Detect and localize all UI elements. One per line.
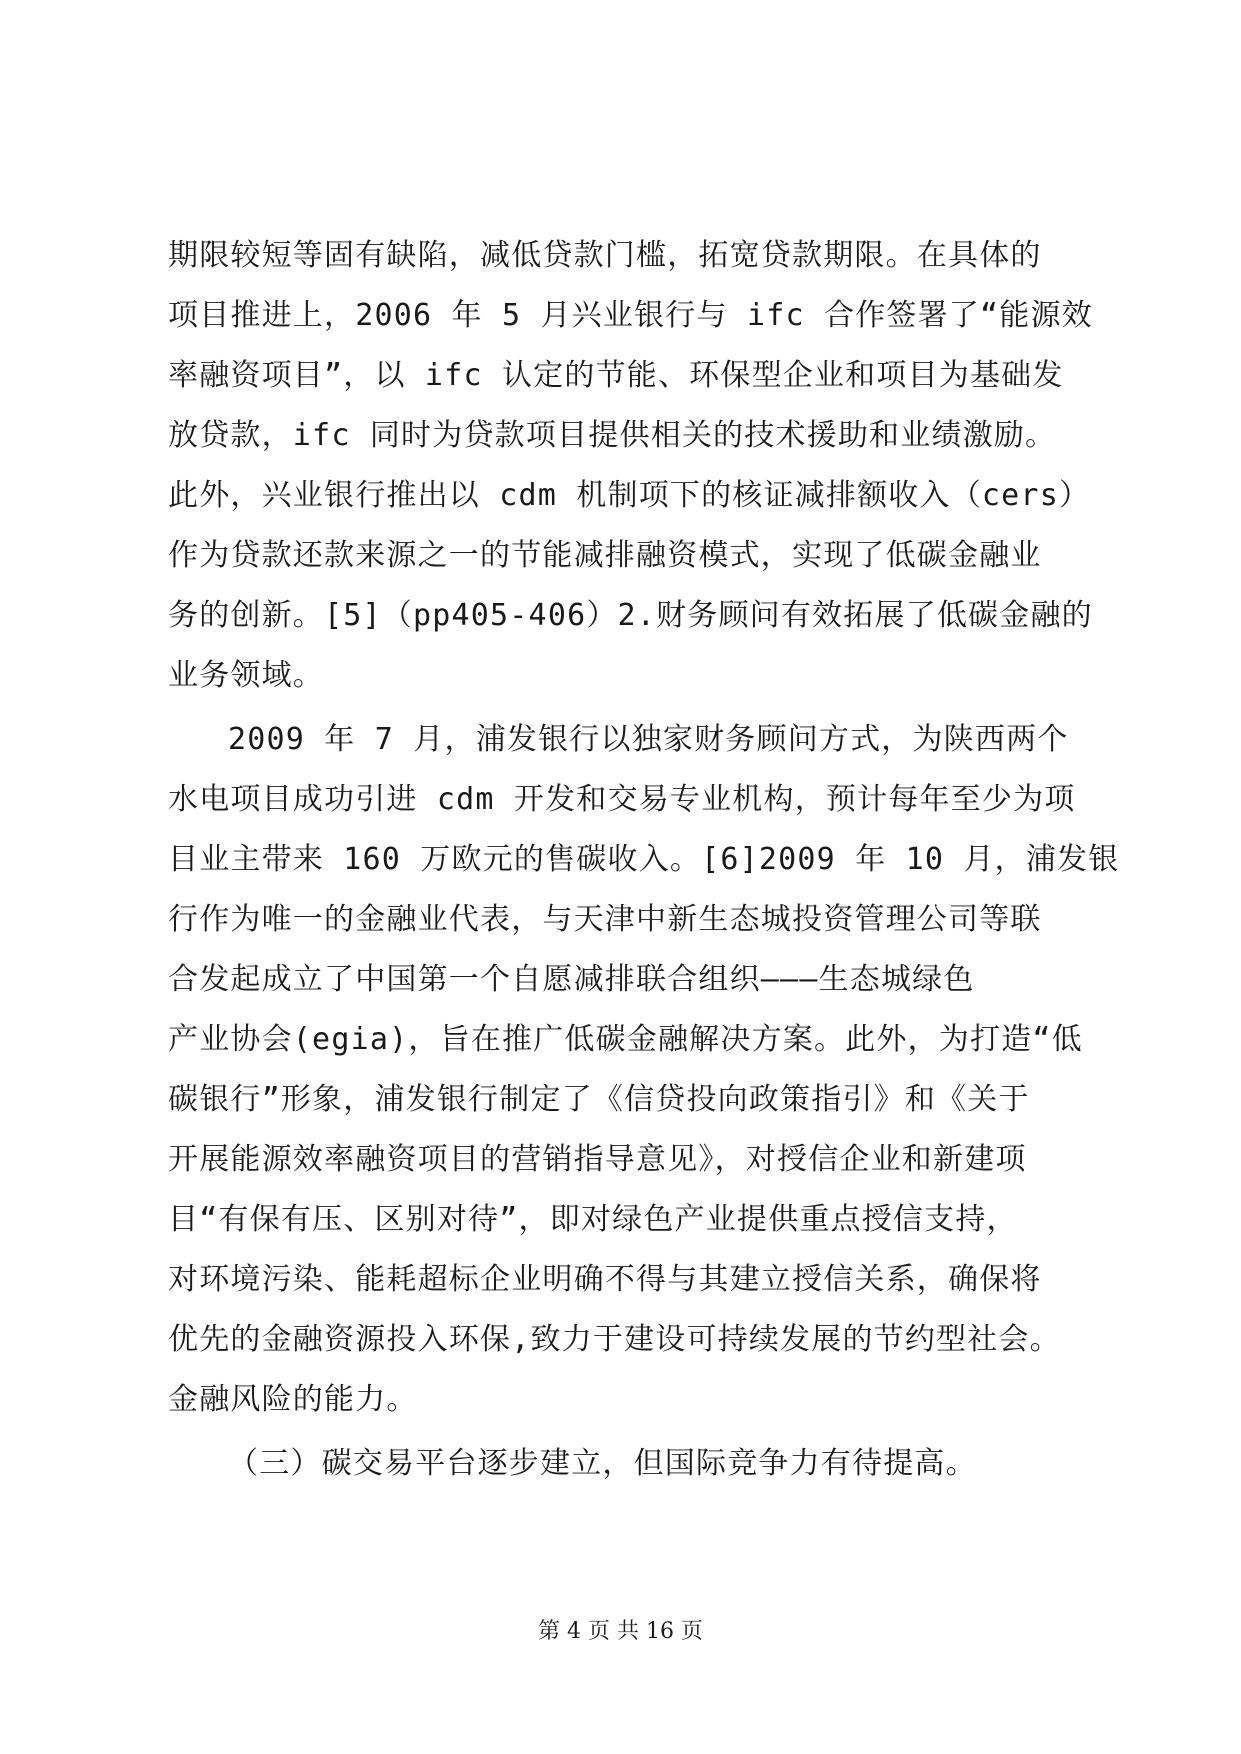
text-line: 行作为唯一的金融业代表，与天津中新生态城投资管理公司等联 (168, 902, 1042, 937)
text-line: 2009 年 7 月，浦发银行以独家财务顾问方式，为陕西两个 (228, 722, 1069, 757)
text-line: 此外，兴业银行推出以 cdm 机制项下的核证减排额收入（cers） (168, 478, 1091, 513)
text-line: 金融风险的能力。 (168, 1382, 418, 1417)
text-line: 合发起成立了中国第一个自愿减排联合组织———生态城绿色 (168, 962, 975, 997)
text-line: 项目推进上，2006 年 5 月兴业银行与 ifc 合作签署了“能源效 (168, 298, 1093, 333)
document-body (168, 226, 1120, 1494)
text-line: 水电项目成功引进 cdm 开发和交易专业机构，预计每年至少为项 (168, 782, 1076, 817)
paragraph (168, 710, 1120, 1430)
text-line: 产业协会(egia)，旨在推广低碳金融解决方案。此外，为打造“低 (168, 1022, 1083, 1057)
text-line: 务的创新。[5]（pp405-406）2.财务顾问有效拓展了低碳金融的 (168, 598, 1093, 633)
text-line: 对环境污染、能耗超标企业明确不得与其建立授信关系，确保将 (168, 1262, 1042, 1297)
text-line: 作为贷款还款来源之一的节能减排融资模式，实现了低碳金融业 (168, 538, 1042, 573)
text-line: 碳银行”形象，浦发银行制定了《信贷投向政策指引》和《关于 (168, 1082, 1030, 1117)
text-line: （三）碳交易平台逐步建立，但国际竞争力有待提高。 (228, 1446, 977, 1481)
text-line: 优先的金融资源投入环保,致力于建设可持续发展的节约型社会。 (168, 1322, 1061, 1357)
paragraph (168, 226, 1093, 706)
page-number-footer: 第 4 页 共 16 页 (538, 1619, 703, 1644)
text-line: 目业主带来 160 万欧元的售碳收入。[6]2009 年 10 月，浦发银 (168, 842, 1120, 877)
text-line: 开展能源效率融资项目的营销指导意见》，对授信企业和新建项 (168, 1142, 1027, 1177)
text-line: 率融资项目”，以 ifc 认定的节能、环保型企业和项目为基础发 (168, 358, 1064, 393)
text-line: 目“有保有压、区别对待”，即对绿色产业提供重点授信支持， (168, 1202, 1018, 1237)
text-line: 业务领域。 (168, 658, 324, 693)
text-line: 期限较短等固有缺陷，减低贷款门槛，拓宽贷款期限。在具体的 (168, 238, 1042, 273)
text-line: 放贷款，ifc 同时为贷款项目提供相关的技术援助和业绩激励。 (168, 418, 1057, 453)
section-heading (168, 1434, 1088, 1494)
